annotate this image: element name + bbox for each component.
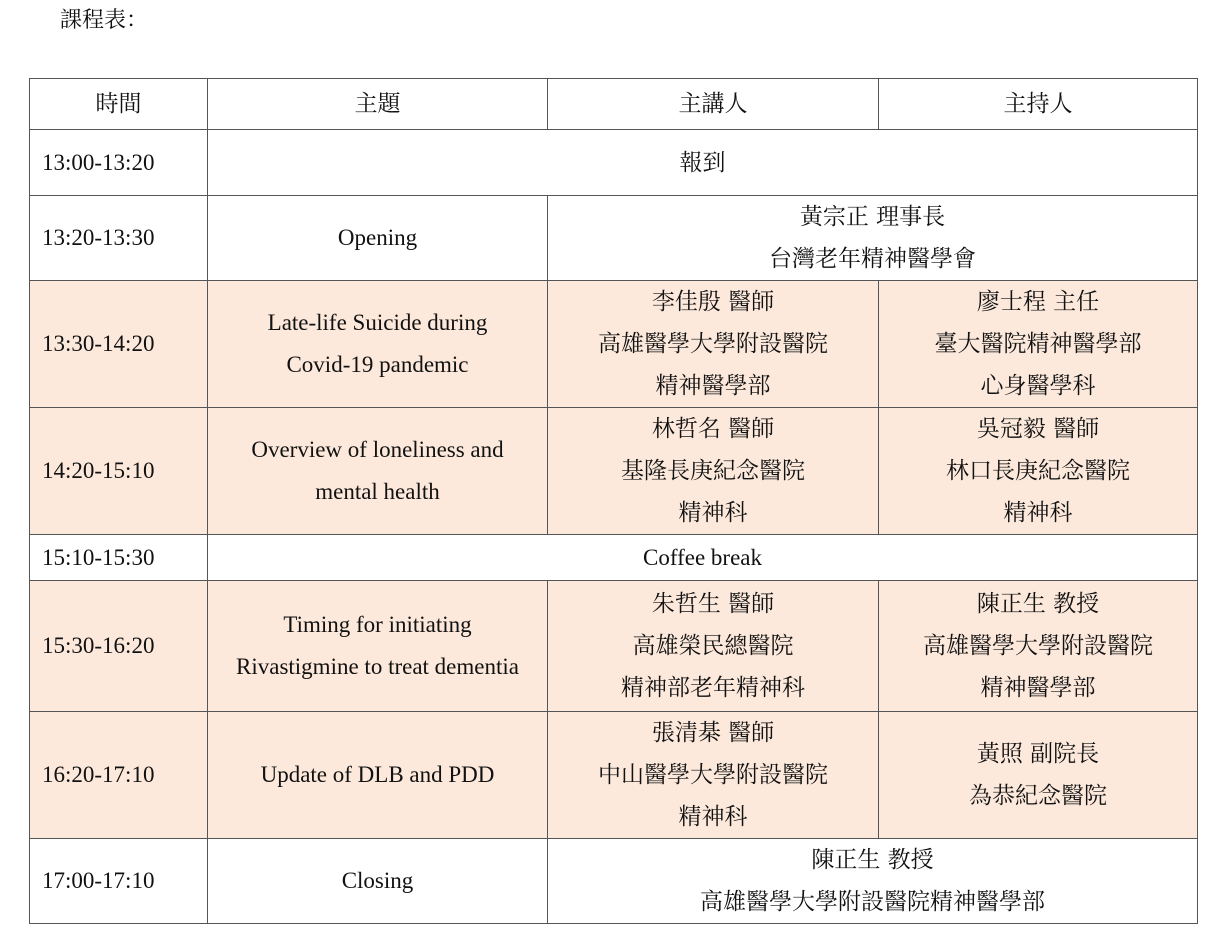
topic-cell: [208, 581, 548, 712]
header-time: 時間: [30, 79, 208, 130]
table-row: [30, 281, 1198, 408]
host-name: 黃照 副院長: [976, 741, 1100, 767]
speaker-host-cell: [548, 196, 1198, 281]
time-cell: 17:00-17:10: [30, 839, 208, 924]
host-name: 吳冠毅 醫師: [976, 416, 1100, 442]
host-department: 精神醫學部: [980, 675, 1096, 701]
host-department: 心身醫學科: [980, 373, 1096, 399]
table-row: [30, 196, 1198, 281]
header-topic: 主題: [208, 79, 548, 130]
speaker-cell: [548, 581, 879, 712]
time-cell: 14:20-15:10: [30, 408, 208, 535]
topic-cell: [208, 712, 548, 839]
time-cell: 15:30-16:20: [30, 581, 208, 712]
person-name: 陳正生 教授: [811, 847, 934, 873]
speaker-name: 林哲名 醫師: [651, 416, 775, 442]
speaker-name: 張清棊 醫師: [651, 720, 775, 746]
host-cell: [879, 712, 1198, 839]
table-row: [30, 839, 1198, 924]
speaker-department: 精神部老年精神科: [621, 675, 805, 701]
topic-cell: [208, 196, 548, 281]
time-cell: 13:30-14:20: [30, 281, 208, 408]
speaker-department: 精神科: [678, 804, 748, 830]
topic-cell: [208, 839, 548, 924]
registration-cell: 報到: [208, 130, 1198, 196]
table-row: [30, 130, 1198, 196]
topic-line: mental health: [315, 479, 440, 504]
person-affiliation: 高雄醫學大學附設醫院精神醫學部: [700, 889, 1045, 915]
topic-line: Covid-19 pandemic: [286, 352, 469, 377]
person-affiliation: 台灣老年精神醫學會: [769, 246, 976, 272]
table-row: [30, 712, 1198, 839]
speaker-host-cell: [548, 839, 1198, 924]
speaker-name: 李佳殷 醫師: [651, 289, 775, 315]
topic-line: Late-life Suicide during: [267, 310, 488, 335]
host-name: 廖士程 主任: [976, 289, 1100, 315]
header-host: 主持人: [879, 79, 1198, 130]
speaker-department: 精神醫學部: [655, 373, 771, 399]
time-cell: 13:20-13:30: [30, 196, 208, 281]
host-cell: [879, 408, 1198, 535]
speaker-affiliation: 高雄榮民總醫院: [632, 633, 794, 659]
topic-line: Overview of loneliness and: [251, 437, 504, 462]
speaker-cell: [548, 281, 879, 408]
person-name: 黃宗正 理事長: [799, 204, 946, 230]
speaker-affiliation: 基隆長庚紀念醫院: [621, 458, 805, 484]
host-department: 精神科: [1003, 500, 1073, 526]
topic-line: Closing: [341, 868, 414, 893]
topic-line: Timing for initiating: [283, 612, 472, 637]
speaker-cell: [548, 712, 879, 839]
topic-cell: [208, 408, 548, 535]
time-cell: 13:00-13:20: [30, 130, 208, 196]
host-affiliation: 高雄醫學大學附設醫院: [923, 633, 1153, 659]
host-affiliation: 為恭紀念醫院: [969, 783, 1107, 809]
page-heading: 課程表：: [60, 8, 149, 33]
coffee-break-cell: Coffee break: [208, 535, 1198, 581]
host-affiliation: 臺大醫院精神醫學部: [934, 331, 1142, 357]
speaker-affiliation: 高雄醫學大學附設醫院: [598, 331, 828, 357]
table-header-row: [30, 79, 1198, 130]
host-name: 陳正生 教授: [976, 591, 1100, 617]
table-row: [30, 535, 1198, 581]
speaker-name: 朱哲生 醫師: [651, 591, 775, 617]
topic-cell: [208, 281, 548, 408]
speaker-cell: [548, 408, 879, 535]
time-cell: 16:20-17:10: [30, 712, 208, 839]
topic-line: Opening: [337, 225, 418, 250]
host-affiliation: 林口長庚紀念醫院: [946, 458, 1130, 484]
table-row: [30, 581, 1198, 712]
speaker-affiliation: 中山醫學大學附設醫院: [598, 762, 828, 788]
topic-line: Rivastigmine to treat dementia: [236, 654, 519, 679]
topic-line: Update of DLB and PDD: [260, 762, 495, 787]
host-cell: [879, 581, 1198, 712]
course-schedule-table: [29, 78, 1198, 924]
header-speaker: 主講人: [548, 79, 879, 130]
time-cell: 15:10-15:30: [30, 535, 208, 581]
table-row: [30, 408, 1198, 535]
speaker-department: 精神科: [678, 500, 748, 526]
host-cell: [879, 281, 1198, 408]
